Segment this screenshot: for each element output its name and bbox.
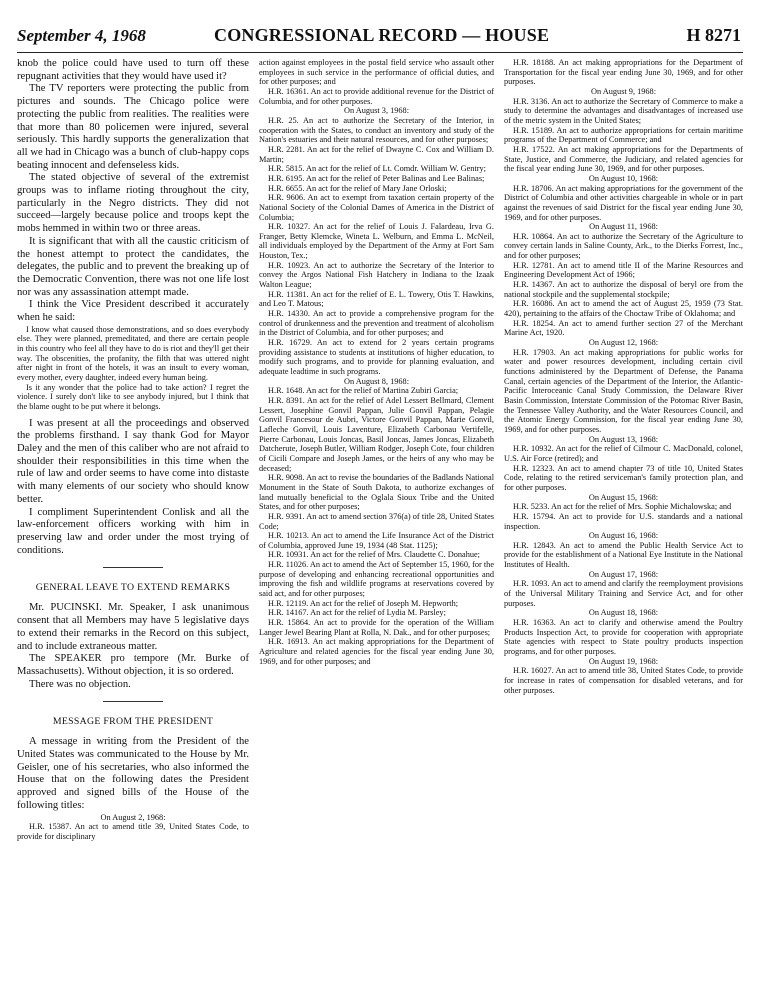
bill-entry: H.R. 17522. An act making appropriations for the Departments of State, Justice, and Commerce, the Judiciary, and related agencies for the fiscal year ending June 30, 1969, and for other purposes. (504, 144, 743, 174)
bill-entry: H.R. 8391. An act for the relief of Adel Lessert Bellmard, Clement Lessert, Josephine Gonvil Pappan, Julie Gonvil Pappan, Pelagie Gonvil Francesour de Aubri, Victore Gonvil Pappan, Marie Gonvil, Lafleche Gonvil, Louis Laventure, Elizabeth Carbonau Vertifelle, Pierre Carbonau, Louis Joncas, Basil Joncas, James Joncas, Elizabeth Datcherute, Joseph Butler, William Rodger, Joseph Cote, four children of Cicili Compare and Joseph James, or the heirs of any who may be deceased; (259, 395, 494, 473)
bill-entry: H.R. 17903. An act making appropriations for public works for water and power resources development, including certain civil functions administered by the Department of Defense, the Panama Canal, certain agencies of the Department of the Interior, the Atlantic-Pacific Interoceanic Canal Study Commission, the Delaware River Basin Commission, Interstate Commission of the Potomac River Basin, the Tennessee Valley Authority, and the Water Resources Council, and the Atomic Energy Commission, for the fiscal year ending June 30, 1969, and for other purposes. (504, 347, 743, 434)
bill-entry: H.R. 1093. An act to amend and clarify the reemployment provisions of the Universal Military Training and Service Act, and for other purposes. (504, 579, 743, 608)
date-line: On August 15, 1968: (588, 492, 659, 502)
bill-entry: H.R. 1648. An act for the relief of Martina Zubiri Garcia; (268, 386, 459, 396)
date-line: On August 2, 1968: (100, 812, 166, 822)
bill-entry: H.R. 14330. An act to provide a comprehensive program for the control of drunkenness and the prevention and treatment of alcoholism in the District of Columbia, and for other purposes; and (259, 309, 494, 338)
section-divider (103, 701, 163, 702)
bill-entry: H.R. 10931. An act for the relief of Mrs. Claudette C. Donahue; (268, 550, 480, 560)
paragraph: It is significant that with all the caustic criticism of the honest attempt to protect the candidates, the delegates, the public and to prevent the breaking up of the Democratic Convention, there was not one life lost nor was any assassination attempt made. (17, 235, 249, 298)
quotation: Is it any wonder that the police had to take action? I regret the violence. I surely don't like to see anybody injured, but I think that the blame ought to be put where it belongs. (17, 382, 249, 412)
quotation: I know what caused those demonstrations, and so does everybody else. They were planned, premeditated, and there are certain people in this country who feel all they have to do is riot and they'll get their way. The obscenities, the profanity, the filth that was uttered night after night in front of the hotels, it was an insult to every woman, every mother, every daughter, indeed every human being. (17, 324, 249, 383)
column-middle (259, 58, 494, 970)
bill-entry: H.R. 12781. An act to amend title II of the Marine Resources and Engineering Development Act of 1966; (504, 260, 743, 280)
date-line: On August 16, 1968: (588, 531, 659, 541)
date-line: On August 19, 1968: (588, 656, 659, 666)
bill-entry: H.R. 18188. An act making appropriations for the Department of Transportation for the fiscal year ending June 30, 1969, and for other purposes. (504, 58, 743, 87)
bill-entry: H.R. 16086. An act to amend the act of August 25, 1959 (73 Stat. 420), pertaining to the affairs of the Choctaw Tribe of Oklahoma; and (504, 299, 743, 319)
date-line: On August 18, 1968: (588, 608, 659, 618)
bill-entry: H.R. 25. An act to authorize the Secretary of the Interior, in cooperation with the States, to conduct an inventory and study of the Nation's estuaries and their natural resources, and for other purposes; (259, 115, 494, 145)
bill-entry: H.R. 15387. An act to amend title 39, United States Code, to provide for disciplinary (17, 822, 249, 841)
paragraph: I think the Vice President described it accurately when he said: (17, 299, 249, 324)
bill-entry: H.R. 12843. An act to amend the Public Health Service Act to provide for the establishment of a National Eye Institute in the National Institutes of Health. (504, 540, 743, 570)
paragraph: A message in writing from the President of the United States was communicated to the House by Mr. Geisler, one of his secretaries, who also informed the House that on the following dates the President approved and signed bills of the House of the following titles: (17, 736, 249, 811)
bill-entry: H.R. 3136. An act to authorize the Secretary of Commerce to make a study to determine the advantages and disadvantages of increased use of the metric system in the United States; (504, 96, 743, 125)
bill-entry: H.R. 10327. An act for the relief of Louis J. Falardeau, Irva G. Franger, Betty Klemcke, Wineta L. Welburn, and Emma L. McNeil, all individuals employed by the Department of the Army at Fort Sam Houston, Tex.; (259, 222, 494, 261)
bill-entry: H.R. 6655. An act for the relief of Mary Jane Orloski; (268, 183, 447, 193)
bill-entry: H.R. 14367. An act to authorize the disposal of beryl ore from the national stockpile and the supplemental stockpile; (504, 280, 743, 299)
bill-entry: H.R. 9606. An act to exempt from taxation certain property of the National Society of the Colonial Dames of America in the District of Columbia; (259, 193, 494, 222)
date-line: On August 12, 1968: (588, 338, 659, 348)
bill-entry: H.R. 16363. An act to clarify and otherwise amend the Poultry Products Inspection Act, to provide for cooperation with appropriate State agencies with respect to State poultry products inspection programs, and for other purposes. (504, 618, 743, 657)
column-right (504, 58, 743, 970)
header-page-number: H 8271 (686, 25, 741, 45)
bill-entry: H.R. 12119. An act for the relief of Joseph M. Hepworth; (268, 598, 459, 608)
paragraph: The TV reporters were protecting the public from pictures and sounds. The Chicago police were protecting the public from realities. The realities were that more than 80 policemen were injured, several seriously. This hardly supports the generalization that all we had in Chicago was a bunch of club-happy cops beating innocent and defenseless kids. (17, 83, 249, 171)
bill-entry: H.R. 18254. An act to amend further section 27 of the Merchant Marine Act, 1920. (504, 318, 743, 338)
date-line: On August 13, 1968: (588, 434, 659, 444)
bill-entry: H.R. 11026. An act to amend the Act of September 15, 1960, for the purpose of developing and enhancing recreational opportunities and improving the fish and wildlife programs at reservations covered by said act, and for other purposes; (259, 560, 494, 599)
date-line: On August 17, 1968: (588, 569, 659, 579)
page-header (17, 18, 743, 53)
bill-entry: H.R. 15794. An act to provide for U.S. standards and a national inspection. (504, 511, 743, 531)
bill-entry: H.R. 15189. An act to authorize appropriations for certain maritime programs of the Department of Commerce; and (504, 125, 743, 145)
paragraph: I was present at all the proceedings and observed the problems firsthand. I say thank God for Mayor Daley and the men of this caliber who are not afraid to shoulder their responsibilities in this time when the rule of law and order seems to have come into distaste with many elements of our society who should know better. (17, 417, 249, 505)
section-heading-general-leave: GENERAL LEAVE TO EXTEND REMARKS (35, 582, 231, 594)
bill-entry: H.R. 5233. An act for the relief of Mrs. Sophie Michalowska; and (513, 502, 732, 512)
section-heading-message-president: MESSAGE FROM THE PRESIDENT (52, 716, 214, 728)
bill-entry: H.R. 10923. An act to authorize the Secretary of the Interior to convey the Argos National Fish Hatchery in Indiana to the Izaak Walton League; (259, 260, 494, 290)
bill-entry: H.R. 16027. An act to amend title 38, United States Code, to provide for increase in rates of compensation for disabled veterans, and for other purposes. (504, 666, 743, 695)
bill-entry: H.R. 16361. An act to provide additional revenue for the District of Columbia, and for other purposes. (259, 86, 494, 106)
date-line: On August 11, 1968: (589, 222, 658, 232)
date-line: On August 3, 1968: (344, 106, 409, 116)
header-date: September 4, 1968 (17, 26, 146, 45)
bill-entry: H.R. 16913. An act making appropriations for the Department of Agriculture and related agencies for the fiscal year ending June 30, 1969, and for other purposes; and (259, 637, 494, 666)
bill-entry: H.R. 18706. An act making appropriations for the government of the District of Columbia and other activities chargeable in whole or in part against the revenues of said District for the fiscal year ending June 30, 1969, and for other purposes. (504, 183, 743, 222)
paragraph: I compliment Superintendent Conlisk and all the law-enforcement officers working with him in preserving law and order under the most trying of conditions. (17, 506, 249, 556)
text-columns (17, 58, 743, 984)
bill-entry: H.R. 10932. An act for the relief of Cilmour C. MacDonald, colonel, U.S. Air Force (retired); and (504, 444, 743, 463)
bill-entry: H.R. 16729. An act to extend for 2 years certain programs providing assistance to students at institutions of higher education, to modify such programs, and to provide for planning evaluation, and adequate leadtime in such programs. (259, 338, 494, 376)
paragraph: There was no objection. (29, 678, 131, 690)
bill-entry: H.R. 12323. An act to amend chapter 73 of title 10, United States Code, relating to the retired serviceman's family protection plan, and for other purposes. (504, 463, 743, 492)
bill-entry: H.R. 9098. An act to revise the boundaries of the Badlands National Monument in the State of South Dakota, to authorize exchanges of land mutually beneficial to the Oglala Sioux Tribe and the United States, and for other purposes; (259, 473, 494, 512)
paragraph: Mr. PUCINSKI. Mr. Speaker, I ask unanimous consent that all Members may have 5 legislative days to extend their remarks in the Record on this subject, and to include extraneous matter. (17, 602, 249, 652)
bill-entry: H.R. 14167. An act for the relief of Lydia M. Parsley; (268, 608, 446, 618)
bill-entry: H.R. 11381. An act for the relief of E. L. Towery, Otis T. Hawkins, and Leo T. Matous; (259, 289, 494, 309)
paragraph: The stated objective of several of the extremist groups was to inflame rioting throughout the city, particularly in the Negro districts. They did not succeed—largely because police and troops kept the mobs hemmed in within two or three areas. (17, 172, 249, 235)
bill-entry: action against employees in the postal field service who assault other employees in such service in the performance of official duties, and for other purposes; and (259, 58, 494, 87)
section-divider (103, 567, 163, 568)
date-line: On August 10, 1968: (588, 173, 659, 183)
bill-entry: H.R. 5815. An act for the relief of Lt. Comdr. William W. Gentry; (268, 164, 486, 174)
bill-entry: H.R. 15864. An act to provide for the operation of the William Langer Jewel Bearing Plant at Rolla, N. Dak., and for other purposes; (259, 618, 494, 637)
paragraph: The SPEAKER pro tempore (Mr. Burke of Massachusetts). Without objection, it is so ordered. (17, 653, 249, 677)
bill-entry: H.R. 10864. An act to authorize the Secretary of the Agriculture to convey certain lands in Saline County, Ark., to the Dierks Forrest, Inc., and for other purposes; (504, 231, 743, 261)
bill-entry: H.R. 2281. An act for the relief of Dwayne C. Cox and William D. Martin; (259, 144, 494, 164)
date-line: On August 8, 1968: (344, 376, 409, 386)
bill-entry: H.R. 6195. An act for the relief of Peter Balinas and Lee Balinas; (268, 173, 485, 183)
date-line: On August 9, 1968: (591, 86, 656, 96)
header-title: CONGRESSIONAL RECORD — HOUSE (214, 25, 550, 45)
bill-entry: H.R. 10213. An act to amend the Life Insurance Act of the District of Columbia, approved June 19, 1934 (48 Stat. 1125); (259, 531, 494, 550)
bill-entry: H.R. 9391. An act to amend section 376(a) of title 28, United States Code; (259, 511, 494, 531)
column-left (17, 58, 249, 963)
paragraph: knob the police could have used to turn off these repugnant activities that they would have used it? (17, 58, 249, 82)
